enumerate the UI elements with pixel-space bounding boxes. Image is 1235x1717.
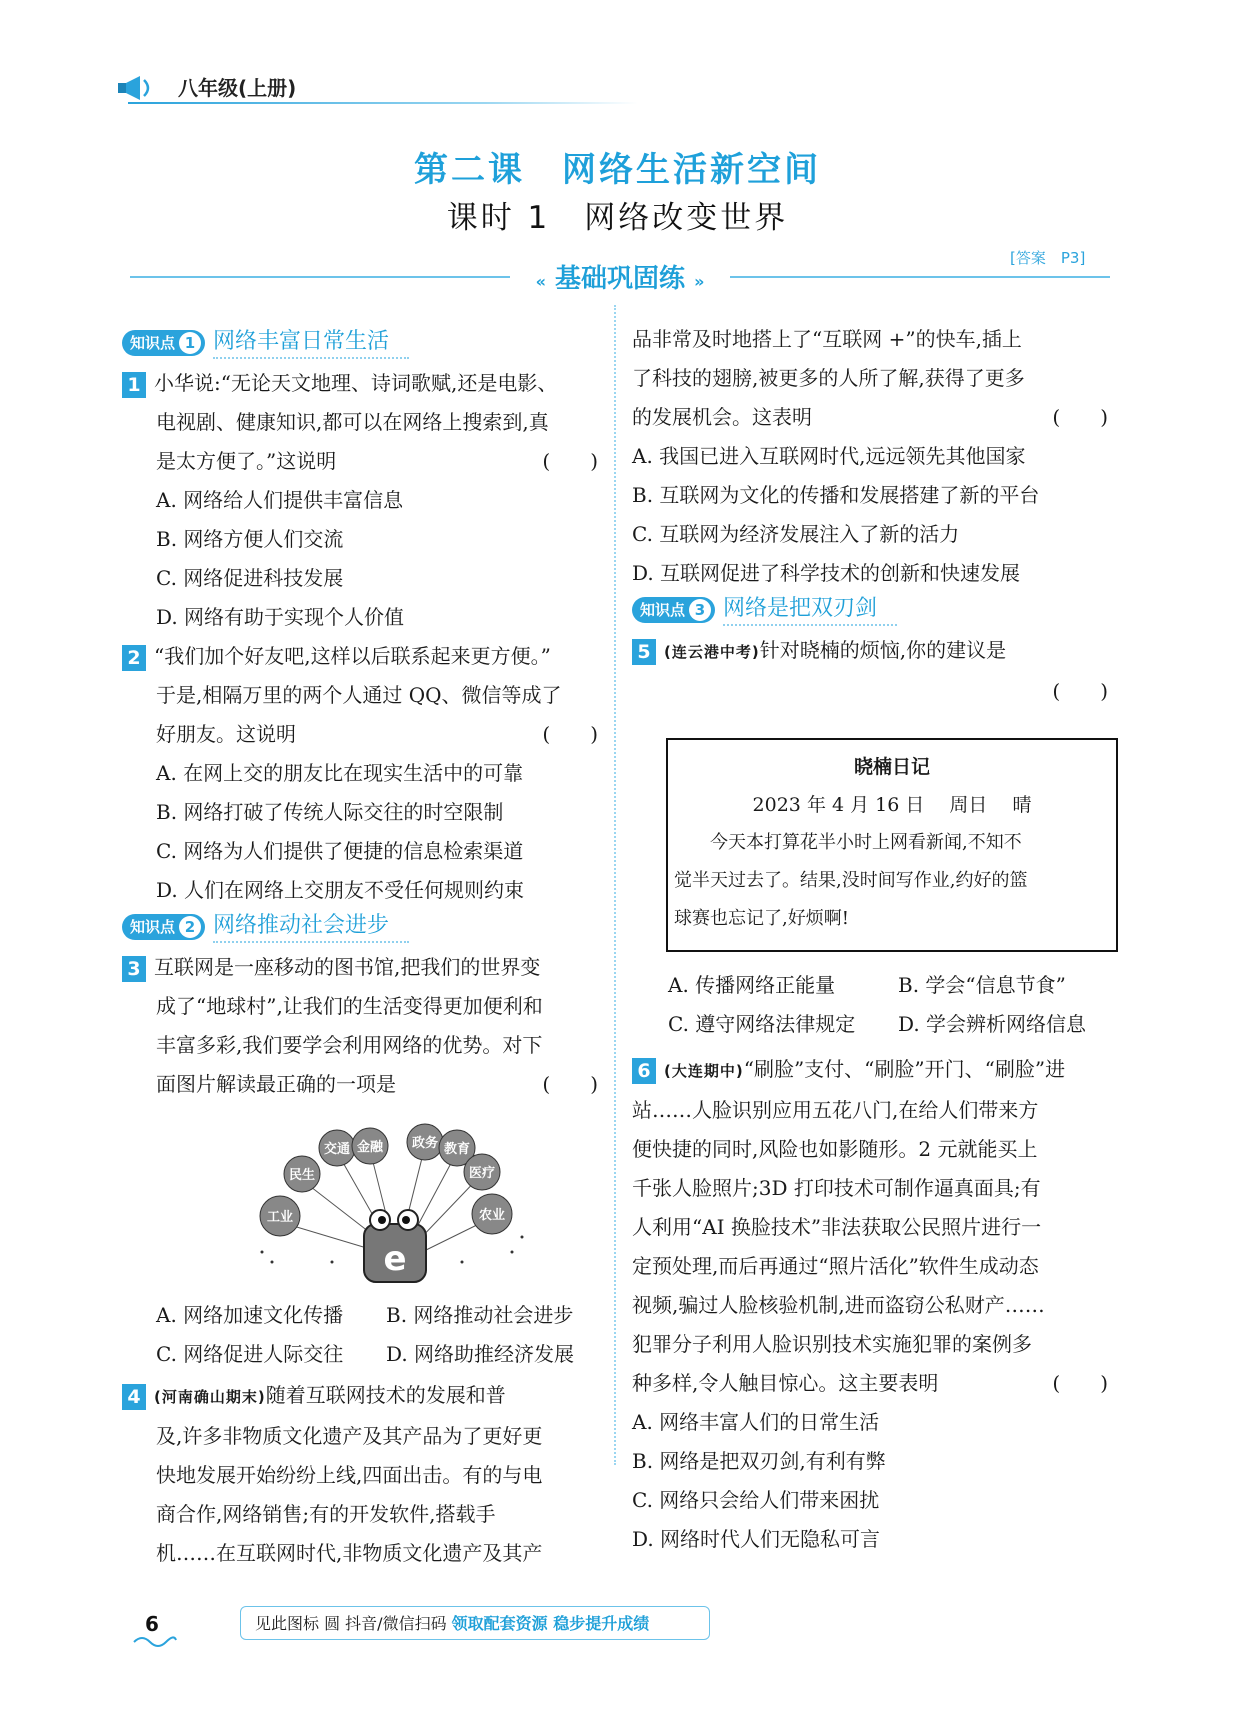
balloon-label: 金融 [356, 1140, 384, 1155]
diary-date: 2023 年 4 月 16 日 周日 晴 [752, 794, 1032, 816]
answer-blank[interactable]: ( ) [542, 1072, 598, 1096]
question-text: 丰富多彩,我们要学会利用网络的优势。对下 [156, 1033, 543, 1057]
question-4 [122, 1376, 604, 1573]
section-rule-left [130, 276, 510, 278]
question-number: 5 [632, 639, 656, 665]
kp-title: 网络是把双刃剑 [723, 594, 897, 626]
question-text: 快地发展开始纷纷上线,四面出击。有的与电 [156, 1463, 543, 1487]
kp-badge: 知识点 2 [122, 914, 205, 940]
question-text-last: 是太方便了。”这说明 ( ) [122, 442, 604, 481]
option-d[interactable]: D. 网络有助于实现个人价值 [156, 605, 405, 629]
question-text: 商合作,网络销售;有的开发软件,搭载手 [156, 1502, 496, 1526]
balloon-label: 工业 [266, 1210, 294, 1225]
option-b[interactable]: B. 网络推动社会进步 [386, 1303, 574, 1327]
question-2 [122, 637, 604, 910]
options-row-2 [122, 1335, 604, 1374]
lesson-title: 第二课 网络生活新空间 [414, 150, 821, 190]
question-text-last: 种多样,令人触目惊心。这主要表明 ( ) [632, 1364, 1114, 1403]
question-number: 2 [122, 645, 146, 671]
option-a[interactable]: A. 在网上交的朋友比在现实生活中的可靠 [156, 761, 524, 785]
ie-mascot [364, 1210, 426, 1282]
question-6 [632, 1050, 1114, 1559]
question-number: 3 [122, 956, 146, 982]
answer-reference: [答案 P3] [1010, 249, 1086, 267]
balloon-label: 政务 [411, 1136, 439, 1151]
question-source: (大连期中) [664, 1062, 744, 1080]
right-column-lower [668, 966, 1114, 1044]
header-rule [128, 102, 638, 104]
grade-label: 八年级(上册) [178, 76, 297, 100]
period-title: 课时 1 网络改变世界 [446, 200, 789, 236]
question-5 [632, 631, 1114, 711]
option-a[interactable]: A. 传播网络正能量 [668, 973, 836, 997]
diary-line: 觉半天过去了。结果,没时间写作业,约好的篮 [674, 870, 1028, 891]
question-source: (连云港中考) [664, 643, 760, 661]
question-text: 电视剧、健康知识,都可以在网络上搜索到,真 [156, 410, 549, 434]
answer-blank[interactable]: ( ) [542, 449, 598, 473]
question-1 [122, 364, 604, 637]
question-4-continued [632, 320, 1114, 593]
kp-title: 网络丰富日常生活 [213, 327, 409, 359]
option-a[interactable]: A. 网络丰富人们的日常生活 [632, 1410, 880, 1434]
option-b[interactable]: B. 网络是把双刃剑,有利有弊 [632, 1449, 886, 1473]
question-number: 4 [122, 1384, 146, 1410]
options-row-1 [122, 1296, 604, 1335]
question-text-last: 的发展机会。这表明 ( ) [632, 398, 1114, 437]
option-b[interactable]: B. 网络方便人们交流 [156, 527, 344, 551]
kp-badge: 知识点 1 [122, 330, 205, 356]
question-number: 1 [122, 372, 146, 398]
question-text: 人利用“AI 换脸技术”非法获取公民照片进行一 [632, 1215, 1042, 1239]
question-text: “我们加个好友吧,这样以后联系起来更方便。” [154, 644, 551, 668]
question-text: 及,许多非物质文化遗产及其产品为了更好更 [156, 1424, 543, 1448]
question-text: 站……人脸识别应用五花八门,在给人们带来方 [632, 1098, 1039, 1122]
question-text: 定预处理,而后再通过“照片活化”软件生成动态 [632, 1254, 1039, 1278]
option-c[interactable]: C. 遵守网络法律规定 [668, 1012, 856, 1036]
e-logo: e [383, 1239, 407, 1279]
question-source: (河南确山期末) [154, 1388, 266, 1406]
kp-badge: 知识点 3 [632, 597, 715, 623]
chevron-left-icon: « [535, 272, 546, 291]
question-text: 互联网是一座移动的图书馆,把我们的世界变 [154, 955, 541, 979]
option-a[interactable]: A. 网络加速文化传播 [156, 1303, 344, 1327]
option-d[interactable]: D. 人们在网络上交朋友不受任何规则约束 [156, 878, 525, 902]
section-rule-right [730, 276, 1110, 278]
question-text: 了科技的翅膀,被更多的人所了解,获得了更多 [632, 366, 1025, 390]
question-text: “刷脸”支付、“刷脸”开门、“刷脸”进 [743, 1057, 1066, 1081]
diary-title: 晓楠日记 [853, 756, 930, 778]
question-text: 便快捷的同时,风险也如影随形。2 元就能买上 [632, 1137, 1038, 1161]
diary-box [666, 738, 1118, 952]
knowledge-point-3 [632, 593, 1114, 627]
diary-line: 球赛也忘记了,好烦啊! [674, 908, 849, 929]
answer-blank[interactable]: ( ) [1052, 1371, 1108, 1395]
left-column [122, 326, 604, 1573]
internet-balloons-illustration [242, 1112, 542, 1292]
question-text-last: 好朋友。这说明 ( ) [122, 715, 604, 754]
section-title [505, 258, 735, 295]
question-text: 于是,相隔万里的两个人通过 QQ、微信等成了 [156, 683, 562, 707]
question-number: 6 [632, 1058, 656, 1084]
wave-ornament-icon [132, 1634, 178, 1650]
balloon-label: 农业 [478, 1208, 506, 1223]
column-divider [614, 305, 616, 1465]
option-c[interactable]: C. 网络促进人际交往 [156, 1342, 344, 1366]
question-text: 视频,骗过人脸核验机制,进而盗窃公私财产…… [632, 1293, 1045, 1317]
answer-blank[interactable]: ( ) [542, 722, 598, 746]
option-a[interactable]: A. 网络给人们提供丰富信息 [156, 488, 404, 512]
question-text: 机……在互联网时代,非物质文化遗产及其产 [156, 1541, 543, 1565]
chevron-right-icon: » [694, 272, 705, 291]
option-b[interactable]: B. 互联网为文化的传播和发展搭建了新的平台 [632, 483, 1040, 507]
options-row-2 [668, 1005, 1114, 1044]
option-d[interactable]: D. 学会辨析网络信息 [898, 1012, 1087, 1036]
footer-text: 见此图标 圆 抖音/微信扫码 [255, 1614, 452, 1633]
balloon-label: 交通 [323, 1142, 351, 1157]
option-d[interactable]: D. 网络时代人们无隐私可言 [632, 1527, 881, 1551]
knowledge-point-2 [122, 910, 604, 944]
option-c[interactable]: C. 网络促进科技发展 [156, 566, 344, 590]
page-header [118, 70, 638, 104]
option-d[interactable]: D. 互联网促进了科学技术的创新和快速发展 [632, 561, 1021, 585]
knowledge-point-1 [122, 326, 604, 360]
diary-line: 今天本打算花半小时上网看新闻,不知不 [674, 832, 1022, 853]
right-column [632, 320, 1114, 711]
balloon-label: 医疗 [468, 1166, 496, 1181]
answer-blank[interactable]: ( ) [1052, 405, 1108, 429]
options-row-1 [668, 966, 1114, 1005]
kp-title: 网络推动社会进步 [213, 911, 409, 943]
question-3 [122, 948, 604, 1374]
balloon-label: 教育 [443, 1142, 471, 1157]
question-text: 针对晓楠的烦恼,你的建议是 [759, 638, 1007, 662]
question-text: 小华说:“无论天文地理、诗词歌赋,还是电影、 [154, 371, 558, 395]
footer-banner [240, 1606, 710, 1640]
footer-highlight: 领取配套资源 稳步提升成绩 [451, 1614, 650, 1633]
question-text-last: 面图片解读最正确的一项是 ( ) [122, 1065, 604, 1104]
question-text: 千张人脸照片;3D 打印技术可制作逼真面具;有 [632, 1176, 1041, 1200]
question-text: 犯罪分子利用人脸识别技术实施犯罪的案例多 [632, 1332, 1032, 1356]
section-name: 基础巩固练 [554, 264, 685, 294]
option-b[interactable]: B. 网络打破了传统人际交往的时空限制 [156, 800, 504, 824]
option-c[interactable]: C. 互联网为经济发展注入了新的活力 [632, 522, 960, 546]
question-text: 随着互联网技术的发展和普 [265, 1383, 506, 1407]
answer-blank[interactable]: ( ) [1052, 679, 1108, 703]
question-text: 品非常及时地搭上了“互联网 +”的快车,插上 [632, 327, 1022, 351]
page-number: 6 [145, 1612, 159, 1636]
option-c[interactable]: C. 网络为人们提供了便捷的信息检索渠道 [156, 839, 524, 863]
option-b[interactable]: B. 学会“信息节食” [898, 973, 1066, 997]
option-d[interactable]: D. 网络助推经济发展 [386, 1342, 575, 1366]
balloon-label: 民生 [288, 1168, 316, 1183]
question-text: 成了“地球村”,让我们的生活变得更加便利和 [156, 994, 543, 1018]
option-c[interactable]: C. 网络只会给人们带来困扰 [632, 1488, 880, 1512]
megaphone-icon [118, 70, 160, 104]
option-a[interactable]: A. 我国已进入互联网时代,远远领先其他国家 [632, 444, 1026, 468]
